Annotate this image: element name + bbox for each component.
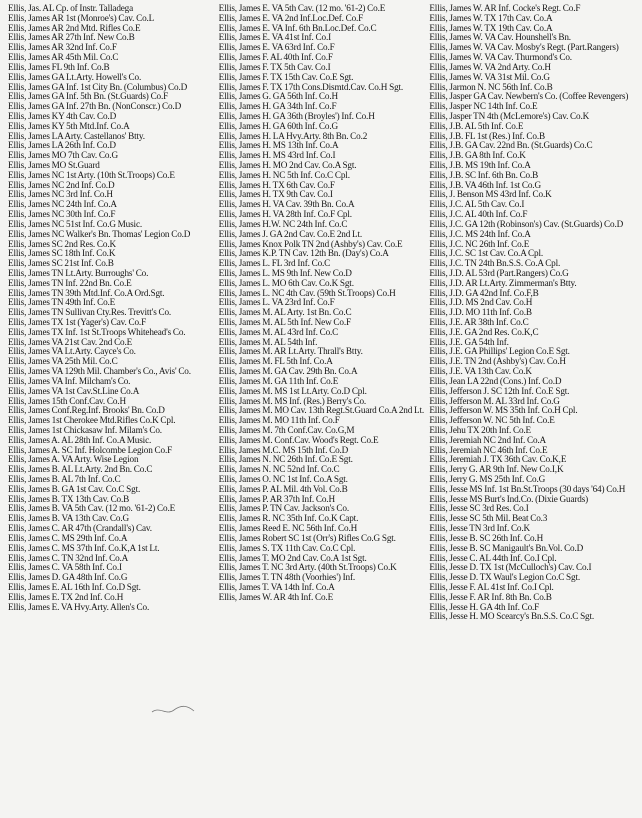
stray-pen-mark	[150, 702, 196, 718]
roster-entry: Ellis, James W. TX 17th Cav. Co.A	[429, 12, 553, 23]
roster-entry: Ellis, James KY 5th Mtd.Inf. Co.A	[8, 120, 130, 131]
roster-entry: Ellis, James GA Inf. 27th Bn. (NonConscr.) Co.D	[8, 101, 182, 112]
roster-entry: Ellis, James LA Arty. Castellanos' Btty.	[8, 130, 145, 141]
roster-entry: Ellis, James W. VA Cav. Hounshell's Bn.	[429, 32, 571, 43]
roster-entry: Ellis, James S. TX 11th Cav. Co.C Cpl.	[218, 542, 356, 553]
roster-entry: Ellis, James TX 1st (Yager's) Cav. Co.F	[8, 317, 147, 327]
roster-entry: Ellis, James H. MS 13th Inf. Co.A	[218, 140, 339, 151]
roster-entry: Ellis, J.E. GA 2nd Res. Co.K,C	[429, 326, 539, 337]
roster-entry: Ellis, James TN 39th Mtd.Inf. Co.A Ord.Sgt.	[8, 287, 165, 298]
roster-entry: Ellis, Jehu TX 20th Inf. Co.E	[429, 424, 532, 435]
roster-entry: Ellis, James 15th Conf.Cav. Co.H	[8, 395, 126, 406]
roster-entry: Ellis, James H. GA 60th Inf. Co.G	[218, 120, 338, 131]
roster-entry: Ellis, James R. NC 35th Inf. Co.K Capt.	[218, 513, 359, 524]
roster-entry: Ellis, Jesse H. GA 4th Inf. Co.F	[429, 601, 540, 612]
roster-entry: Ellis, Jesse TN 3rd Inf. Co.K	[429, 523, 530, 534]
roster-entry: Ellis, James M. MO Cav. 13th Regt.St.Guard Co.A 2nd Lt.	[218, 405, 425, 416]
roster-entry: Ellis, Jesse SC 3rd Res. Co.I	[429, 503, 529, 514]
roster-entry: Ellis, J.B. VA 46th Inf. 1st Co.G	[429, 179, 541, 190]
roster-entry: Ellis, James NC Walker's Bn. Thomas' Legion Co.D	[8, 228, 191, 239]
roster-entry: Ellis, J.E. VA 13th Cav. Co.K	[429, 366, 532, 377]
roster-entry: Ellis, Jerry G. AR 9th Inf. New Co.I,K	[429, 464, 564, 475]
roster-entry: Ellis, James VA 25th Mil. Co.C	[8, 356, 118, 367]
roster-entry: Ellis, James T. TN 48th (Voorhies') Inf.	[218, 572, 356, 583]
roster-entry: Ellis, James M. GA 11th Inf. Co.E	[218, 375, 339, 386]
roster-entry: Ellis, J.E. AR 38th Inf. Co.C	[429, 317, 529, 327]
roster-entry: Ellis, James T. VA 14th Inf. Co.A	[218, 581, 335, 592]
roster-entry: Ellis, James NC 30th Inf. Co.F	[8, 209, 116, 220]
roster-entry: Ellis, James O. NC 1st Inf. Co.A Sgt.	[218, 474, 348, 484]
roster-entry: Ellis, Jasper GA Cav. Newbern's Co. (Coffee Revengers)	[429, 91, 629, 102]
roster-entry: Ellis, James B. VA 13th Cav. Co.G	[8, 513, 129, 524]
roster-column-2	[219, 4, 426, 818]
roster-entry: Ellis, James MO St.Guard	[8, 160, 100, 170]
roster-entry: Ellis, Jasper NC 14th Inf. Co.E	[429, 101, 538, 112]
roster-entry: Ellis, James GA Inf. 5th Bn. (St.Guards) Co.F	[8, 91, 169, 102]
roster-entry: Ellis, Jarmon N. NC 56th Inf. Co.B	[429, 81, 553, 92]
roster-entry: Ellis, James C. VA 58th Inf. Co.I	[8, 562, 122, 573]
roster-entry: Ellis, James FL 9th Inf. Co.B	[8, 61, 110, 72]
roster-entry: Ellis, James A. VA Arty. Wise Legion	[8, 454, 139, 465]
roster-entry: Ellis, James M. 7th Conf.Cav. Co.G,M	[218, 424, 355, 435]
roster-entry: Ellis, James NC 1st Arty. (10th St.Troops) Co.E	[8, 169, 175, 180]
roster-entry: Ellis, James M. AL Arty. 1st Bn. Co.C	[218, 307, 352, 318]
roster-entry: Ellis, Jefferson J. SC 12th Inf. Co.E Sgt.	[429, 385, 570, 396]
roster-entry: Ellis, James H. NC 5th Inf. Co.C Cpl.	[218, 169, 350, 180]
roster-entry: Ellis, J.C. AL 40th Inf. Co.F	[429, 209, 528, 220]
roster-entry: Ellis, J.B. AL 5th Inf. Co.E	[429, 120, 524, 131]
roster-entry: Ellis, James H. GA 34th Inf. Co.F	[218, 101, 337, 112]
roster-entry: Ellis, James NC 24th Inf. Co.A	[8, 199, 117, 210]
roster-entry: Ellis, Jesse B. SC Manigault's Bn.Vol. Co.D	[429, 542, 584, 553]
roster-entry: Ellis, James SC 21st Inf. Co.B	[8, 258, 114, 269]
roster-entry: Ellis, Jerry G. MS 25th Inf. Co.G	[429, 474, 546, 484]
roster-entry: Ellis, James VA 21st Cav. 2nd Co.E	[8, 336, 133, 347]
roster-entry: Ellis, James AR 45th Mil. Co.C	[8, 52, 119, 63]
roster-entry: Ellis, James M. AL 54th Inf.	[218, 336, 318, 347]
roster-entry: Ellis, James J. GA 2nd Cav. Co.E 2nd Lt.	[218, 228, 363, 239]
roster-entry: Ellis, James GA Inf. 1st City Bn. (Columbus) Co.D	[8, 81, 188, 92]
roster-entry: Ellis, J.B. GA 8th Inf. Co.K	[429, 150, 526, 161]
roster-entry: Ellis, Jesse D. TX 1st (McCulloch's) Cav. Co.I	[429, 562, 592, 573]
roster-entry: Ellis, Jeremiah J. TX 36th Cav. Co.K,E	[429, 454, 567, 465]
roster-entry: Ellis, Jefferson W. NC 5th Inf. Co.E	[429, 415, 555, 426]
roster-entry: Ellis, James AR 1st (Monroe's) Cav. Co.L	[8, 12, 155, 23]
roster-entry: Ellis, James M. AL 43rd Inf. Co.C	[218, 326, 339, 337]
roster-entry: Ellis, James VA 1st Cav.St.Line Co.A	[8, 385, 140, 396]
roster-entry: Ellis, James M. MO 11th Inf. Co.F	[218, 415, 340, 426]
roster-entry: Ellis, James D. GA 48th Inf. Co.G	[8, 572, 128, 583]
roster-entry: Ellis, James K.P. TN Cav. 12th Bn. (Day's) Co.A	[218, 248, 389, 259]
roster-entry: Ellis, J.C. NC 26th Inf. Co.E	[429, 238, 530, 249]
roster-entry: Ellis, J.D. MO 11th Inf. Co.B	[429, 307, 532, 318]
roster-entry: Ellis, James L. FL 3rd Inf. Co.C	[218, 258, 331, 269]
roster-entry: Ellis, James C. MS 29th Inf. Co.A	[8, 532, 128, 543]
roster-entry: Ellis, J.C. AL 5th Cav. Co.I	[429, 199, 525, 210]
roster-entry: Ellis, James NC 2nd Inf. Co.D	[8, 179, 115, 190]
roster-entry: Ellis, James W. VA 31st Mil. Co.G	[429, 71, 550, 82]
roster-entry: Ellis, Jeremiah NC 46th Inf. Co.E	[429, 444, 548, 455]
roster-entry: Ellis, Jesse MS Burt's Ind.Co. (Dixie Guards)	[429, 493, 589, 504]
roster-entry: Ellis, James F. TX 15th Cav. Co.E Sgt.	[218, 71, 354, 82]
roster-entry: Ellis, James H. GA 36th (Broyles') Inf. Co.H	[218, 110, 375, 121]
roster-entry: Ellis, J.B. GA Cav. 22nd Bn. (St.Guards) Co.C	[429, 140, 593, 151]
roster-entry: Ellis, J.B. MS 19th Inf. Co.A	[429, 160, 531, 170]
roster-column-1	[8, 4, 215, 818]
roster-entry: Ellis, Jesse D. TX Waul's Legion Co.C Sgt.	[429, 572, 581, 583]
roster-entry: Ellis, James W. VA Cav. Thurmond's Co.	[429, 52, 572, 63]
roster-entry: Ellis, James E. TX 2nd Inf. Co.H	[8, 591, 124, 602]
roster-entry: Ellis, James M. FL 5th Inf. Co.A	[218, 356, 333, 367]
roster-entry: Ellis, James C. MS 37th Inf. Co.K,A 1st Lt.	[8, 542, 160, 553]
roster-entry: Ellis, J.C. SC 1st Cav. Co.A Cpl.	[429, 248, 543, 259]
roster-entry: Ellis, James B. AL 7th Inf. Co.C	[8, 474, 121, 484]
roster-entry: Ellis, J.C. TN 24th Bn.S.S. Co.A Cpl.	[429, 258, 561, 269]
roster-entry: Ellis, Jas. AL Cp. of Instr. Talladega	[8, 4, 134, 13]
roster-entry: Ellis, James SC 2nd Res. Co.K	[8, 238, 116, 249]
roster-entry: Ellis, James H. TX 9th Cav. Co.I	[218, 189, 333, 200]
roster-entry: Ellis, James E. VA 2nd Inf.Loc.Def. Co.F	[218, 12, 364, 23]
roster-entry: Ellis, James P. AR 37th Inf. Co.H	[218, 493, 335, 504]
roster-entry: Ellis, James TN 49th Inf. Co.E	[8, 297, 116, 308]
roster-column-3	[429, 4, 636, 818]
roster-entry: Ellis, James H.W. NC 24th Inf. Co.C	[218, 218, 348, 229]
roster-entry: Ellis, James E. VA Hvy.Arty. Allen's Co.	[8, 601, 150, 612]
roster-entry: Ellis, James P. AL Mil. 4th Vol. Co.B	[218, 483, 348, 494]
roster-entry: Ellis, James VA Inf. Milcham's Co.	[8, 375, 131, 386]
roster-entry: Ellis, Jesse F. AL 41st Inf. Co.I Cpl.	[429, 581, 554, 592]
roster-entry: Ellis, James M. Conf.Cav. Wood's Regt. Co.E	[218, 434, 379, 445]
roster-entry: Ellis, J.C. MS 24th Inf. Co.A	[429, 228, 531, 239]
roster-entry: Ellis, James L. NC 4th Cav. (59th St.Troops) Co.H	[218, 287, 396, 298]
roster-entry: Ellis, J.D. AL 53rd (Part.Rangers) Co.G	[429, 267, 569, 278]
roster-entry: Ellis, Jasper TN 4th (McLemore's) Cav. Co.K	[429, 110, 590, 121]
roster-entry: Ellis, James AR 2nd Mtd. Rifles Co.E	[8, 22, 141, 33]
roster-entry: Ellis, James H. TX 6th Cav. Co.F	[218, 179, 335, 190]
roster-entry: Ellis, James M. AR Lt.Arty. Thrall's Btty.	[218, 346, 363, 357]
roster-entry: Ellis, James C. TN 32nd Inf. Co.A	[8, 552, 129, 563]
roster-entry: Ellis, James L. MO 6th Cav. Co.K Sgt.	[218, 277, 354, 288]
roster-entry: Ellis, James Conf.Reg.Inf. Brooks' Bn. Co.D	[8, 405, 165, 416]
roster-entry: Ellis, James LA 26th Inf. Co.D	[8, 140, 116, 151]
roster-entry: Ellis, James AR 32nd Inf. Co.F	[8, 42, 117, 53]
roster-entry: Ellis, James G. GA 56th Inf. Co.H	[218, 91, 338, 102]
roster-entry: Ellis, James NC 3rd Inf. Co.H	[8, 189, 113, 200]
roster-entry: Ellis, James E. VA 5th Cav. (12 mo. '61-2) Co.E	[218, 4, 386, 13]
roster-entry: Ellis, James W. AR 4th Inf. Co.E	[218, 591, 334, 602]
roster-entry: Ellis, James W. TX 19th Cav. Co.A	[429, 22, 553, 33]
roster-entry: Ellis, James M. AL 5th Inf. New Co.F	[218, 317, 351, 327]
roster-entry: Ellis, James A. AL 28th Inf. Co.A Music.	[8, 434, 152, 445]
roster-entry: Ellis, Jesse H. MO Scearcy's Bn.S.S. Co.C Sgt.	[429, 611, 595, 622]
roster-entry: Ellis, James L. MS 9th Inf. New Co.D	[218, 267, 352, 278]
roster-entry: Ellis, James VA 129th Mil. Chamber's Co., Avis' Co.	[8, 366, 191, 377]
roster-entry: Ellis, J.B. SC Inf. 6th Bn. Co.B	[429, 169, 539, 180]
roster-entry: Ellis, James W. AR Inf. Cocke's Regt. Co.F	[429, 4, 581, 13]
roster-entry: Ellis, James C. AR 47th (Crandall's) Cav.	[8, 523, 152, 534]
roster-entry: Ellis, James H. VA 28th Inf. Co.F Cpl.	[218, 209, 352, 220]
roster-entry: Ellis, James NC 51st Inf. Co.G Music.	[8, 218, 143, 229]
roster-entry: Ellis, J.E. GA 54th Inf.	[429, 336, 509, 347]
roster-entry: Ellis, James TN Inf. 22nd Bn. Co.E	[8, 277, 132, 288]
roster-entry: Ellis, James TX Inf. 1st St.Troops Whitehead's Co.	[8, 326, 186, 337]
roster-entry: Ellis, Jeremiah NC 2nd Inf. Co.A	[429, 434, 547, 445]
roster-entry: Ellis, Jesse SC 5th Mil. Beat Co.3	[429, 513, 548, 524]
roster-entry: Ellis, Jefferson W. MS 35th Inf. Co.H Cpl.	[429, 405, 578, 416]
roster-entry: Ellis, James F. TX 17th Cons.Dismtd.Cav. Co.H Sgt.	[218, 81, 404, 92]
roster-entry: Ellis, Jean LA 22nd (Cons.) Inf. Co.D	[429, 375, 562, 386]
roster-entry: Ellis, James TN Lt.Arty. Burroughs' Co.	[8, 267, 149, 278]
roster-entry: Ellis, Jesse F. AR Inf. 8th Bn. Co.B	[429, 591, 552, 602]
roster-entry: Ellis, James W. VA Cav. Mosby's Regt. (Part.Rangers)	[429, 42, 619, 53]
roster-entry: Ellis, James H. VA Cav. 39th Bn. Co.A	[218, 199, 355, 210]
roster-entry: Ellis, James T. NC 3rd Arty. (40th St.Troops) Co.K	[218, 562, 397, 573]
roster-entry: Ellis, James H. MS 43rd Inf. Co.I	[218, 150, 336, 161]
roster-entry: Ellis, James MO 7th Cav. Co.G	[8, 150, 118, 161]
roster-entry: Ellis, James Knox Polk TN 2nd (Ashby's) Cav. Co.E	[218, 238, 403, 249]
roster-entry: Ellis, James E. VA 63rd Inf. Co.F	[218, 42, 335, 53]
roster-entry: Ellis, J.E. TN 2nd (Ashby's) Cav. Co.H	[429, 356, 566, 367]
roster-entry: Ellis, J.D. GA 42nd Inf. Co.F,B	[429, 287, 539, 298]
roster-entry: Ellis, James M. MS 1st Lt.Arty. Co.D Cpl.	[218, 385, 367, 396]
roster-entry: Ellis, James E. VA Inf. 6th Bn.Loc.Def. Co.C	[218, 22, 377, 33]
roster-entry: Ellis, James M. MS Inf. (Res.) Berry's Co.	[218, 395, 367, 406]
roster-entry: Ellis, James B. VA 5th Cav. (12 mo. '61-2) Co.E	[8, 503, 176, 514]
roster-entry: Ellis, James M.C. MS 15th Inf. Co.D	[218, 444, 349, 455]
roster-entry: Ellis, Jesse C. AL 44th Inf. Co.I Cpl.	[429, 552, 557, 563]
roster-entry: Ellis, James VA Lt.Arty. Cayce's Co.	[8, 346, 136, 357]
roster-entry: Ellis, James N. NC 26th Inf. Co.E Sgt.	[218, 454, 353, 465]
roster-entry: Ellis, J.D. AR Lt.Arty. Zimmerman's Btty.	[429, 277, 577, 288]
roster-entry: Ellis, J.B. FL 1st (Res.) Inf. Co.B	[429, 130, 545, 141]
roster-entry: Ellis, James W. VA 2nd Arty. Co.H	[429, 61, 551, 72]
roster-entry: Ellis, J.C. GA 12th (Robinson's) Cav. (St.Guards) Co.D	[429, 218, 624, 229]
roster-entry: Ellis, James TN Sullivan Cty.Res. Trevitt's Co.	[8, 307, 172, 318]
roster-entry: Ellis, J. Benson MS 43rd Inf. Co.K	[429, 189, 552, 200]
roster-entry: Ellis, Jesse MS Inf. 1st Bn.St.Troops (30 days '64) Co.H	[429, 483, 626, 494]
roster-entry: Ellis, James A. SC Inf. Holcombe Legion Co.F	[8, 444, 173, 455]
roster-entry: Ellis, James H. MO 2nd Cav. Co.A Sgt.	[218, 160, 357, 170]
roster-entry: Ellis, Jefferson M. AL 33rd Inf. Co.G	[429, 395, 560, 406]
roster-entry: Ellis, James AR 27th Inf. New Co.B	[8, 32, 135, 43]
roster-entry: Ellis, J.D. MS 2nd Cav. Co.H	[429, 297, 533, 308]
roster-entry: Ellis, James T. MO 2nd Cav. Co.A 1st Sgt.	[218, 552, 367, 563]
roster-entry: Ellis, James GA Lt.Arty. Howell's Co.	[8, 71, 142, 82]
roster-entry: Ellis, James H. LA Hvy.Arty. 8th Bn. Co.2	[218, 130, 368, 141]
roster-entry: Ellis, James F. AL 40th Inf. Co.F	[218, 52, 333, 63]
roster-entry: Ellis, Jesse B. SC 26th Inf. Co.H	[429, 532, 544, 543]
roster-entry: Ellis, James F. TX 5th Cav. Co.I	[218, 61, 331, 72]
roster-entry: Ellis, J.E. GA Phillips' Legion Co.E Sgt.	[429, 346, 570, 357]
roster-entry: Ellis, James M. GA Cav. 29th Bn. Co.A	[218, 366, 358, 377]
roster-entry: Ellis, James E. VA 41st Inf. Co.I	[218, 32, 332, 43]
roster-entry: Ellis, James KY 4th Cav. Co.D	[8, 110, 117, 121]
roster-entry: Ellis, James B. AL Lt.Arty. 2nd Bn. Co.C	[8, 464, 153, 475]
roster-entry: Ellis, James B. GA 1st Cav. Co.C Sgt.	[8, 483, 141, 494]
roster-entry: Ellis, James 1st Cherokee Mtd.Rifles Co.K Cpl.	[8, 415, 176, 426]
roster-entry: Ellis, James P. TN Cav. Jackson's Co.	[218, 503, 350, 514]
roster-entry: Ellis, James Robert SC 1st (Orr's) Rifles Co.G Sgt.	[218, 532, 396, 543]
roster-entry: Ellis, James SC 18th Inf. Co.K	[8, 248, 116, 259]
roster-entry: Ellis, James L. VA 23rd Inf. Co.F	[218, 297, 335, 308]
roster-entry: Ellis, James B. TX 13th Cav. Co.B	[8, 493, 130, 504]
roster-entry: Ellis, James Reed E. NC 56th Inf. Co.H	[218, 523, 358, 534]
roster-entry: Ellis, James E. AL 16th Inf. Co.D Sgt.	[8, 581, 141, 592]
roster-entry: Ellis, James 1st Chickasaw Inf. Milam's Co.	[8, 424, 162, 435]
roster-entry: Ellis, James N. NC 52nd Inf. Co.C	[218, 464, 340, 475]
